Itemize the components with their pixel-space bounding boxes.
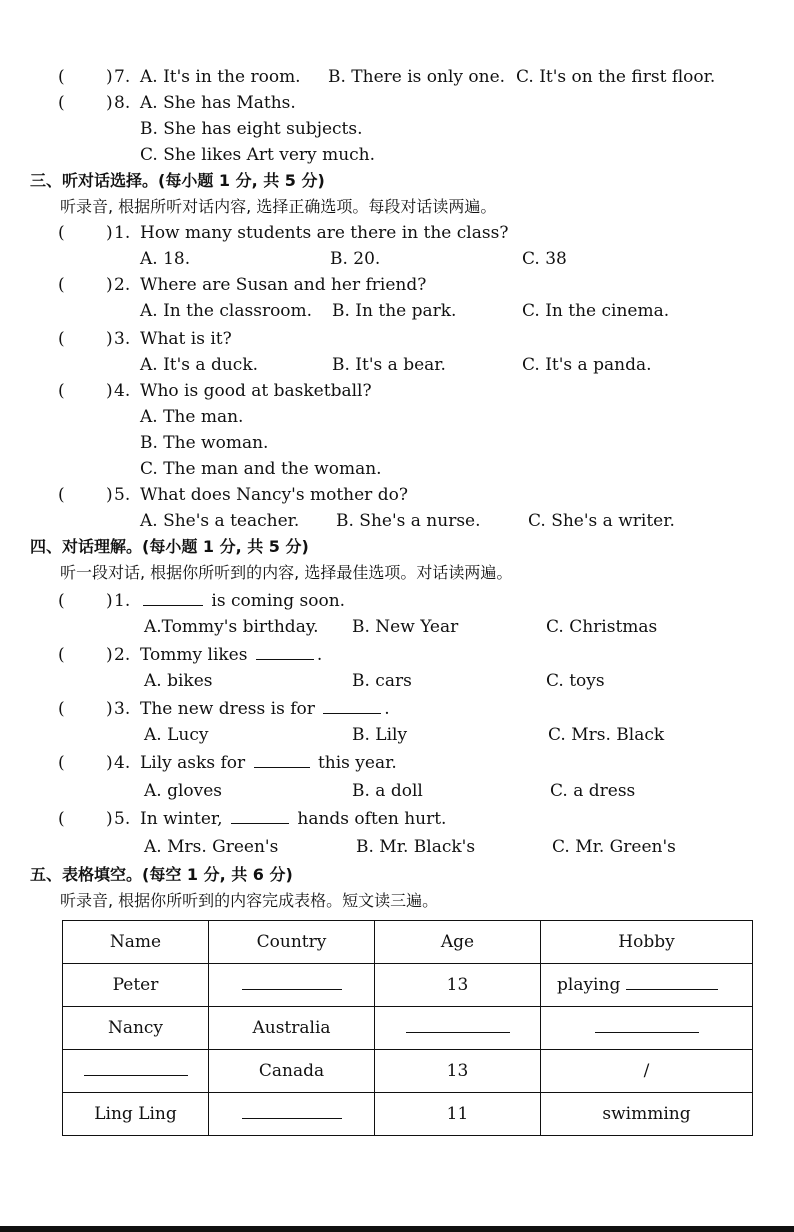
question-stem: How many students are there in the class? [140, 223, 509, 243]
answer-blank[interactable] [626, 975, 718, 990]
country-cell: Canada [209, 1050, 375, 1093]
section-title: 五、表格填空。(每空 1 分, 共 6 分) [30, 865, 293, 884]
hobby-cell [541, 964, 753, 1007]
stem-text: The new dress is for [140, 699, 315, 719]
option-c: C. The man and the woman. [140, 459, 382, 479]
question-stem: Where are Susan and her friend? [140, 275, 427, 295]
question-stem [140, 752, 397, 774]
answer-blank[interactable] [256, 644, 314, 660]
option-a: A. bikes [144, 671, 213, 691]
stem-text: . [316, 645, 323, 665]
option-a: A. In the classroom. [140, 301, 313, 321]
table-header-row [63, 921, 753, 964]
answer-blank[interactable] [84, 1061, 188, 1076]
answer-blank[interactable] [231, 808, 289, 824]
question-stem: What does Nancy's mother do? [140, 485, 408, 505]
stem-text: hands often hurt. [297, 809, 447, 829]
hobby-cell[interactable] [541, 1007, 753, 1050]
table-row [63, 1007, 753, 1050]
option-c: C. Mrs. Black [548, 725, 665, 745]
answer-blank[interactable] [254, 752, 310, 768]
country-cell: Australia [209, 1007, 375, 1050]
option-b: B. It's a bear. [332, 355, 446, 375]
age-cell: 13 [375, 1050, 541, 1093]
question-number: 5. [114, 809, 131, 829]
answer-paren: ( [58, 485, 65, 505]
column-header: Name [63, 921, 209, 964]
answer-paren-close: ) [106, 67, 113, 87]
answer-paren-close: ) [106, 93, 113, 113]
option-c: C. 38 [522, 249, 567, 269]
question-number: 4. [114, 381, 131, 401]
hobby-text: playing [557, 975, 621, 995]
answer-paren: ( [58, 753, 65, 773]
section-title: 四、对话理解。(每小题 1 分, 共 5 分) [30, 537, 309, 556]
stem-text: is coming soon. [211, 591, 346, 611]
question-number: 7. [114, 67, 131, 87]
name-cell: Ling Ling [63, 1093, 209, 1136]
option-c: C. She likes Art very much. [140, 145, 376, 165]
answer-paren: ( [58, 699, 65, 719]
answer-blank[interactable] [242, 975, 342, 990]
table-row [63, 964, 753, 1007]
stem-text: Tommy likes [140, 645, 248, 665]
option-c: C. It's a panda. [522, 355, 652, 375]
question-number: 5. [114, 485, 131, 505]
option-b: B. cars [352, 671, 412, 691]
country-cell[interactable] [209, 964, 375, 1007]
option-c: C. In the cinema. [522, 301, 670, 321]
stem-text: this year. [317, 753, 397, 773]
table-row [63, 1050, 753, 1093]
question-stem: Who is good at basketball? [140, 381, 372, 401]
option-b: B. There is only one. [328, 67, 506, 87]
answer-blank[interactable] [242, 1104, 342, 1119]
name-cell: Peter [63, 964, 209, 1007]
question-number: 4. [114, 753, 131, 773]
question-stem [140, 808, 446, 830]
answer-paren: ) [106, 329, 113, 349]
answer-paren: ) [106, 591, 113, 611]
option-a: A. She's a teacher. [140, 511, 300, 531]
stem-text: . [384, 699, 390, 719]
table-row [63, 1093, 753, 1136]
option-a: A. She has Maths. [140, 93, 296, 113]
question-stem: What is it? [140, 329, 232, 349]
option-b: B. a doll [352, 781, 423, 801]
question-stem [140, 644, 322, 666]
question-number: 8. [114, 93, 131, 113]
answer-blank[interactable] [595, 1018, 699, 1033]
info-table [62, 920, 753, 1136]
answer-blank[interactable] [323, 698, 381, 714]
country-cell[interactable] [209, 1093, 375, 1136]
section-instruction: 听录音, 根据所听对话内容, 选择正确选项。每段对话读两遍。 [60, 197, 497, 216]
question-stem [140, 590, 345, 612]
option-c: C. a dress [550, 781, 636, 801]
answer-paren: ( [58, 329, 65, 349]
answer-paren: ( [58, 381, 65, 401]
column-header: Hobby [541, 921, 753, 964]
answer-blank[interactable] [406, 1018, 510, 1033]
answer-paren: ) [106, 381, 113, 401]
page-bottom-edge [0, 1226, 794, 1232]
answer-paren: ( [58, 645, 65, 665]
question-number: 2. [114, 645, 131, 665]
name-cell: Nancy [63, 1007, 209, 1050]
answer-paren-open: ( [58, 93, 65, 113]
stem-text: In winter, [140, 809, 223, 829]
option-b: B. In the park. [332, 301, 457, 321]
option-a: A. The man. [140, 407, 244, 427]
option-a: A. 18. [140, 249, 191, 269]
age-cell: 13 [375, 964, 541, 1007]
answer-paren: ( [58, 591, 65, 611]
question-number: 3. [114, 329, 131, 349]
question-number: 2. [114, 275, 131, 295]
option-c: C. toys [546, 671, 605, 691]
option-a: A. It's in the room. [140, 67, 301, 87]
age-cell[interactable] [375, 1007, 541, 1050]
stem-text: Lily asks for [140, 753, 246, 773]
option-b: B. She's a nurse. [336, 511, 481, 531]
option-c: C. She's a writer. [528, 511, 675, 531]
hobby-cell: swimming [541, 1093, 753, 1136]
answer-paren: ) [106, 485, 113, 505]
answer-paren: ) [106, 809, 113, 829]
answer-paren: ) [106, 699, 113, 719]
section-title: 三、听对话选择。(每小题 1 分, 共 5 分) [30, 171, 325, 190]
option-a: A. Mrs. Green's [144, 837, 279, 857]
answer-paren: ) [106, 275, 113, 295]
question-number: 1. [114, 591, 131, 611]
answer-paren: ) [106, 223, 113, 243]
option-b: B. Lily [352, 725, 408, 745]
option-b: B. Mr. Black's [356, 837, 476, 857]
option-b: B. New Year [352, 617, 459, 637]
answer-paren: ( [58, 275, 65, 295]
option-b: B. The woman. [140, 433, 269, 453]
option-c: C. Christmas [546, 617, 658, 637]
question-stem [140, 698, 390, 720]
answer-paren: ( [58, 809, 65, 829]
question-number: 1. [114, 223, 131, 243]
answer-paren: ( [58, 223, 65, 243]
option-a: A. Lucy [144, 725, 209, 745]
column-header: Age [375, 921, 541, 964]
answer-paren: ) [106, 645, 113, 665]
answer-paren-open: ( [58, 67, 65, 87]
question-number: 3. [114, 699, 131, 719]
option-c: C. It's on the first floor. [516, 67, 716, 87]
option-a: A.Tommy's birthday. [144, 617, 319, 637]
option-b: B. 20. [330, 249, 381, 269]
answer-paren: ) [106, 753, 113, 773]
section-instruction: 听录音, 根据你所听到的内容完成表格。短文读三遍。 [60, 891, 439, 910]
name-cell[interactable] [63, 1050, 209, 1093]
column-header: Country [209, 921, 375, 964]
answer-blank[interactable] [143, 590, 203, 606]
option-a: A. gloves [144, 781, 223, 801]
option-a: A. It's a duck. [140, 355, 259, 375]
age-cell: 11 [375, 1093, 541, 1136]
section-instruction: 听一段对话, 根据你所听到的内容, 选择最佳选项。对话读两遍。 [60, 563, 513, 582]
option-c: C. Mr. Green's [552, 837, 676, 857]
hobby-cell: / [541, 1050, 753, 1093]
option-b: B. She has eight subjects. [140, 119, 363, 139]
